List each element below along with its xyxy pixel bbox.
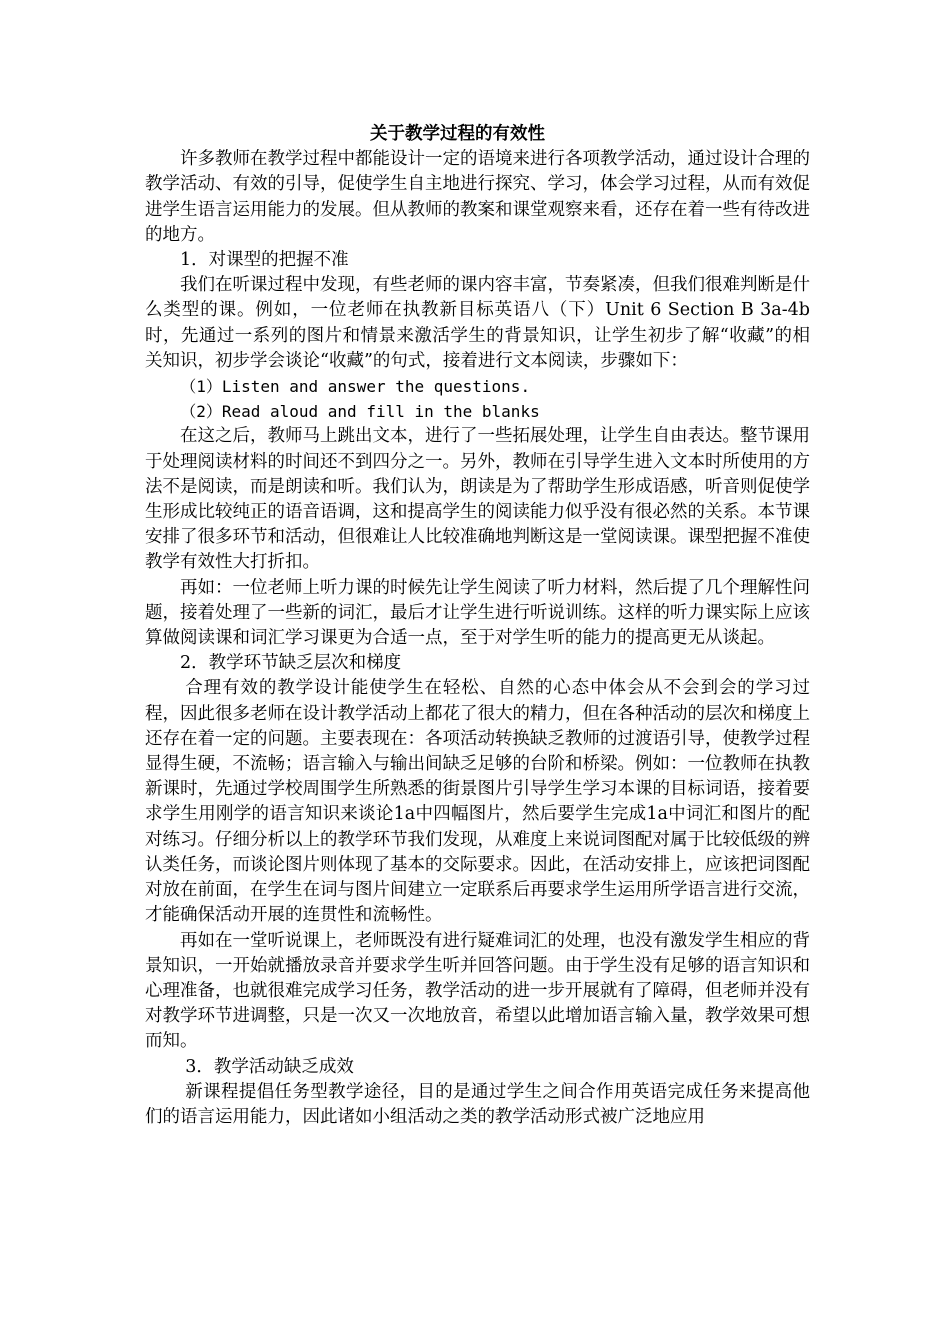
- body-paragraph: 在这之后，教师马上跳出文本，进行了一些拓展处理，让学生自由表达。整节课用于处理阅读材料的时间还不到四分之一。另外，教师在引导学生进入文本时所使用的方法不是阅读，而是朗读和听。我们认为，朗读是为了帮助学生形成语感，听音则促使学生形成比较纯正的语音语调，这和提高学生的阅读能力似乎没有很必然的关系。本节课安排了很多环节和活动，但很难让人比较准确地判断这是一堂阅读课。课型把握不准使教学有效性大打折扣。: [145, 426, 810, 573]
- body-paragraph: 再如在一堂听说课上，老师既没有进行疑难词汇的处理，也没有激发学生相应的背景知识，一开始就播放录音并要求学生听并回答问题。由于学生没有足够的语言知识和心理准备，也就很难完成学习任务，教学活动的进一步开展就有了障碍，但老师并没有对教学环节进调整，只是一次又一次地放音，希望以此增加语言输入量，教学效果可想而知。: [145, 930, 810, 1052]
- section-heading-2: 2．教学环节缺乏层次和梯度: [180, 653, 402, 674]
- document-page: [145, 122, 810, 1130]
- body-paragraph: 再如：一位老师上听力课的时候先让学生阅读了听力材料，然后提了几个理解性问题，接着处理了一些新的词汇，最后才让学生进行听说训练。这样的听力课实际上应该算做阅读课和词汇学习课更为合适一点，至于对学生听的能力的提高更无从谈起。: [145, 577, 810, 649]
- step-item-2: （2）Read aloud and fill in the blanks: [180, 402, 540, 422]
- body-paragraph: 合理有效的教学设计能使学生在轻松、自然的心态中体会从不会到会的学习过程，因此很多老师在设计教学活动上都花了很大的精力，但在各种活动的层次和梯度上还存在着一定的问题。主要表现在：各项活动转换缺乏教师的过渡语引导，使教学过程显得生硬，不流畅；语言输入与输出间缺乏足够的台阶和桥梁。例如：一位教师在执教新课时，先通过学校周围学生所熟悉的街景图片引导学生学习本课的目标词语，接着要求学生用刚学的语言知识来谈论1a中四幅图片，然后要学生完成1a中词汇和图片的配对练习。仔细分析以上的教学环节我们发现，从难度上来说词图配对属于比较低级的辨认类任务，而谈论图片则体现了基本的交际要求。因此，在活动安排上，应该把词图配对放在前面，在学生在词与图片间建立一定联系后再要求学生运用所学语言进行交流，才能确保活动开展的连贯性和流畅性。: [145, 678, 810, 926]
- step-item-1: （1）Listen and answer the questions.: [180, 377, 531, 397]
- document-title: 关于教学过程的有效性: [370, 124, 545, 144]
- intro-paragraph: 许多教师在教学过程中都能设计一定的语境来进行各项教学活动，通过设计合理的教学活动、有效的引导，促使学生自主地进行探究、学习，体会学习过程，从而有效促进学生语言运用能力的发展。但从教师的教案和课堂观察来看，还存在着一些有待改进的地方。: [145, 149, 810, 245]
- body-paragraph: 新课程提倡任务型教学途径，目的是通过学生之间合作用英语完成任务来提高他们的语言运用能力，因此诸如小组活动之类的教学活动形式被广泛地应用: [145, 1081, 810, 1127]
- body-paragraph: 我们在听课过程中发现，有些老师的课内容丰富，节奏紧凑，但我们很难判断是什么类型的课。例如，一位老师在执教新目标英语八（下）Unit 6 Section B 3a-4b时，先通过一系列的图片和情景来激活学生的背景知识，让学生初步了解“收藏”的相关知识，初步学会谈论“收藏”的句式，接着进行文本阅读，步骤如下：: [145, 275, 810, 371]
- section-heading-3: 3．教学活动缺乏成效: [185, 1056, 354, 1077]
- section-heading-1: 1．对课型的把握不准: [180, 250, 349, 271]
